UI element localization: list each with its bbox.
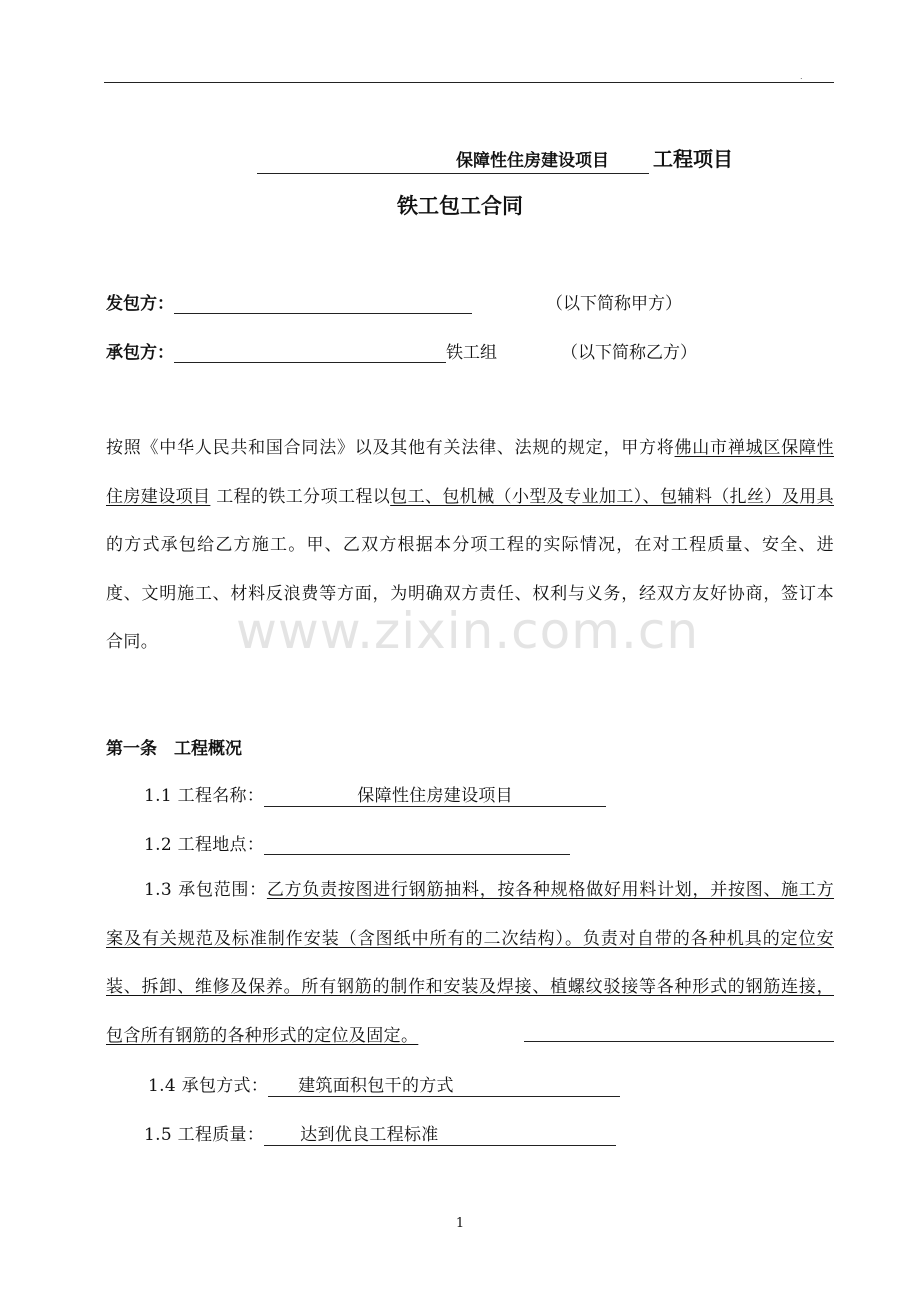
contractor-suffix: 铁工组	[446, 343, 497, 363]
item-1-1-value: 保障性住房建设项目	[357, 786, 513, 806]
contractor-label: 承包方：	[106, 343, 174, 363]
item-1-5-value-underline	[264, 1125, 616, 1146]
contractor-note: （以下简称乙方）	[561, 343, 697, 363]
employer-note: （以下简称甲方）	[546, 294, 682, 314]
intro-text-1: 按照《中华人民共和国合同法》以及其他有关法律、法规的规定，甲方将	[106, 438, 675, 458]
employer-blank	[174, 295, 472, 314]
item-1-4-value: 建筑面积包干的方式	[298, 1076, 454, 1096]
contract-title: 铁工包工合同	[397, 194, 523, 218]
employer-label: 发包方：	[106, 294, 174, 314]
item-1-1-label: 1.1 工程名称：	[144, 786, 265, 806]
item-1-4-label: 1.4 承包方式：	[148, 1076, 269, 1096]
employer-line	[106, 289, 682, 314]
contractor-line	[106, 338, 697, 363]
header-rule	[104, 82, 834, 83]
project-name-underline	[257, 149, 649, 174]
header-corner-mark: .	[800, 72, 803, 81]
intro-project-underlined: 佛山市禅城区保障性住房建设项目	[106, 438, 834, 507]
item-1-3-label: 1.3 承包范围：	[144, 880, 267, 900]
intro-text-3: 的方式承包给乙方施工。甲、乙双方根据本分项工程的实际情况，在对工程质量、安全、进度、文明施工、材料反浪费等方面，为明确双方责任、权利与义务，经双方友好协商，签订本合同。	[106, 535, 834, 652]
project-name: 保障性住房建设项目	[456, 151, 609, 171]
item-1-5-label: 1.5 工程质量：	[144, 1125, 265, 1145]
watermark: www.zixin.com.cn	[236, 602, 700, 660]
item-1-5	[144, 1120, 616, 1146]
intro-paragraph	[106, 424, 834, 667]
item-1-3	[106, 866, 834, 1060]
item-1-5-value: 达到优良工程标准	[300, 1125, 439, 1145]
page-number: 1	[455, 1216, 465, 1231]
intro-text-2: 工程的铁工分项工程以	[210, 486, 391, 507]
item-1-2	[144, 830, 570, 855]
project-suffix: 工程项目	[653, 147, 733, 171]
item-1-1-value-underline	[264, 786, 606, 807]
item-1-1	[144, 781, 606, 807]
item-1-3-end-rule	[524, 1041, 834, 1042]
title-line	[257, 143, 733, 171]
intro-method-underlined: 包工、包机械（小型及专业加工）、包辅料（扎丝）及用具	[390, 486, 834, 507]
contractor-blank	[174, 344, 446, 363]
section1-heading: 第一条 工程概况	[106, 739, 242, 759]
item-1-2-blank	[264, 836, 570, 855]
item-1-4-value-underline	[268, 1076, 620, 1097]
item-1-2-label: 1.2 工程地点：	[144, 835, 265, 855]
item-1-3-value: 乙方负责按图进行钢筋抽料，按各种规格做好用料计划，并按图、施工方案及有关规范及标准制作安装（含图纸中所有的二次结构）。负责对自带的各种机具的定位安装、拆卸、维修及保养。所有钢筋的制作和安装及焊接、植螺纹驳接等各种形式的钢筋连接，包含所有钢筋的各种形式的定位及固定。	[106, 880, 835, 1046]
item-1-4	[148, 1071, 620, 1097]
